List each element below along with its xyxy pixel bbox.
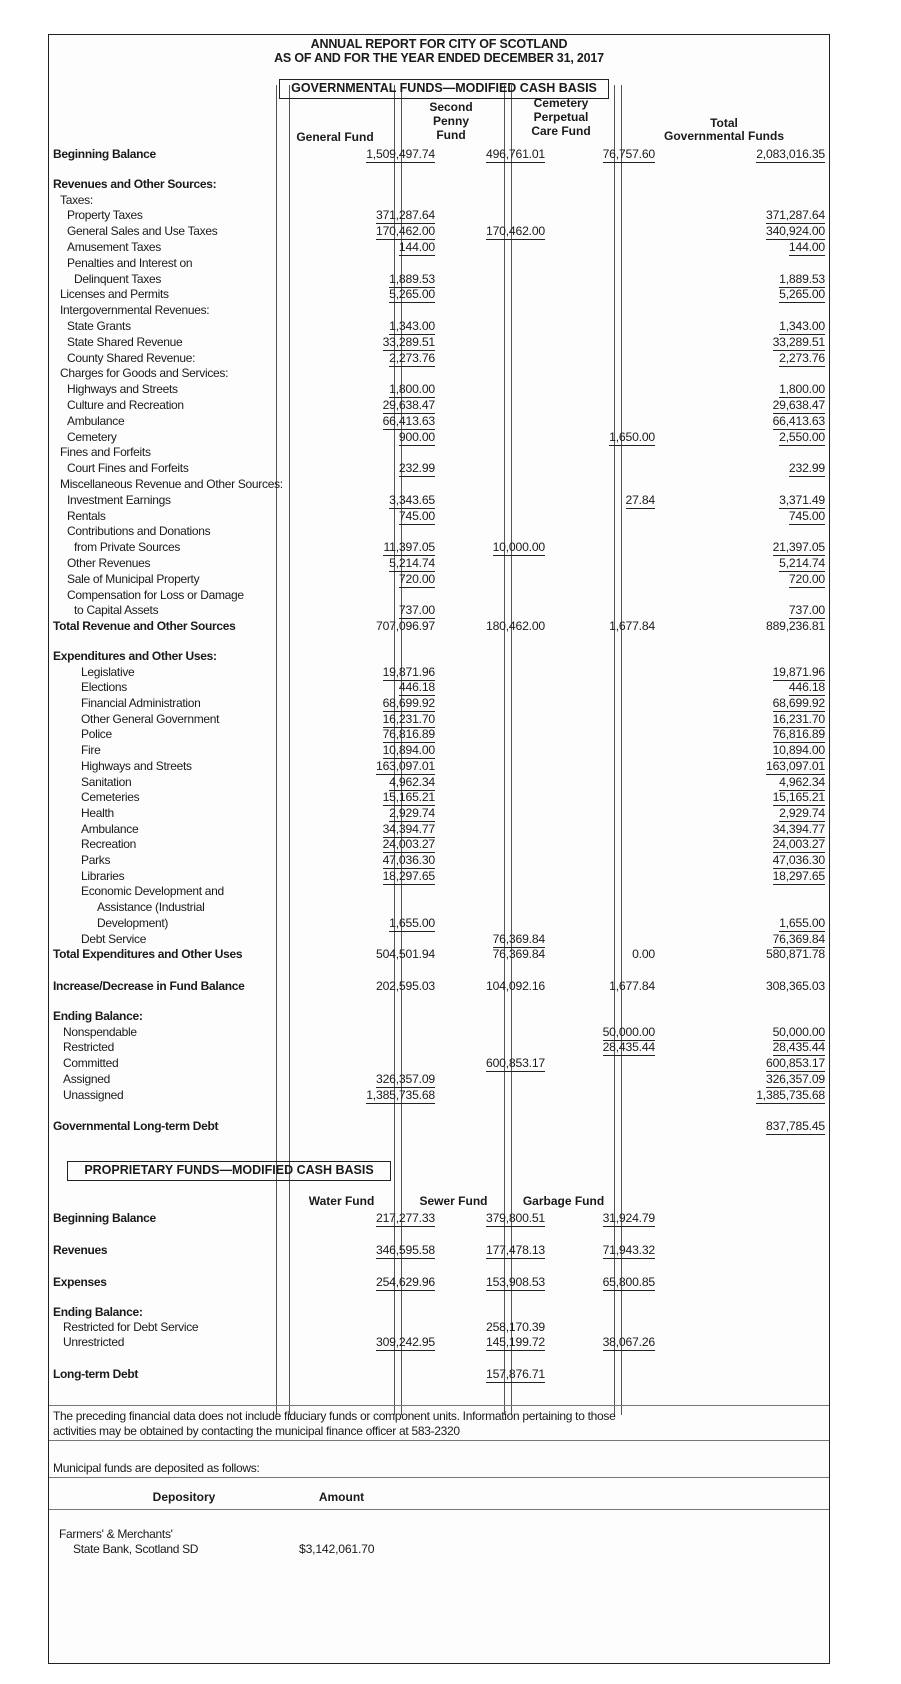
note-line-2: activities may be obtained by contacting the municipal finance officer at 583-2320 <box>53 1424 460 1438</box>
revenue-value-c4: 1,343.00 <box>779 318 825 333</box>
revenue-value-c4: 2,550.00 <box>779 429 825 444</box>
revenue-value-c4: 5,214.74 <box>779 555 825 570</box>
prop-revenues-value-c3: 71,943.32 <box>602 1243 655 1257</box>
revenue-value-c3: 1,650.00 <box>609 429 655 444</box>
prop-restricted-row <box>49 1320 829 1335</box>
divider <box>49 1405 829 1406</box>
governmental-funds-heading: GOVERNMENTAL FUNDS—MODIFIED CASH BASIS <box>279 79 609 99</box>
revenue-value-c4: 340,924.00 <box>766 224 825 239</box>
total-expenditures-value-c1: 504,501.94 <box>376 947 435 962</box>
expenditure-label: Economic Development and <box>81 884 224 899</box>
revenue-value-c4: 29,638.47 <box>772 397 825 412</box>
revenue-row <box>49 319 829 334</box>
beginning-balance-value-c2: 496,761.01 <box>486 147 545 161</box>
prop-unrestricted-row <box>49 1335 829 1350</box>
ending-label: Committed <box>63 1056 119 1071</box>
expenditure-row <box>49 900 829 915</box>
revenue-value-c1: 1,343.00 <box>389 318 435 333</box>
ending-value-c3: 50,000.00 <box>602 1024 655 1039</box>
expenditure-value-c4: 34,394.77 <box>772 821 825 836</box>
divider <box>49 1509 829 1510</box>
expenditure-value-c4: 47,036.30 <box>772 853 825 867</box>
revenue-value-c1: 5,265.00 <box>389 287 435 302</box>
revenue-value-c4: 232.99 <box>788 461 825 476</box>
revenue-value-c1: 3,343.65 <box>389 492 435 507</box>
expenditure-label: Assistance (Industrial <box>97 900 205 915</box>
expenditure-value-c4: 16,231.70 <box>772 711 825 726</box>
revenue-row <box>49 272 829 287</box>
revenue-row <box>49 540 829 555</box>
ending-value-c3: 28,435.44 <box>602 1040 655 1055</box>
expenditure-value-c4: 2,929.74 <box>779 805 825 820</box>
expenditure-value-c1: 18,297.65 <box>382 868 435 883</box>
prop-revenues-row <box>49 1243 829 1258</box>
revenue-label: General Sales and Use Taxes <box>67 224 218 239</box>
revenue-value-c4: 21,397.05 <box>772 540 825 555</box>
revenue-value-c2: 170,462.00 <box>486 224 545 239</box>
revenue-value-c1: 29,638.47 <box>382 397 435 412</box>
expenditure-value-c1: 446.18 <box>398 680 435 695</box>
expenditure-value-c4: 19,871.96 <box>772 664 825 679</box>
expenditure-value-c1: 4,962.34 <box>389 774 435 789</box>
ending-value-c4: 50,000.00 <box>772 1024 825 1039</box>
ending-value-c4: 28,435.44 <box>772 1040 825 1055</box>
expenditure-value-c4: 4,962.34 <box>779 774 825 789</box>
expenditure-value-c1: 76,816.89 <box>382 727 435 742</box>
revenue-value-c1: 1,889.53 <box>389 271 435 286</box>
expenditure-label: Police <box>81 727 112 742</box>
increase-decrease-row <box>49 979 829 994</box>
expenditure-label: Fire <box>81 743 101 758</box>
expenditure-value-c4: 163,097.01 <box>766 758 825 773</box>
revenue-label: Miscellaneous Revenue and Other Sources: <box>60 476 283 491</box>
revenue-label: Delinquent Taxes <box>74 271 162 286</box>
revenue-value-c4: 5,265.00 <box>779 287 825 302</box>
revenue-row <box>49 256 829 271</box>
expenditure-row <box>49 916 829 931</box>
revenue-label: Cemetery <box>67 429 117 444</box>
expenditure-value-c1: 34,394.77 <box>382 821 435 836</box>
expenditure-row <box>49 727 829 742</box>
expenditure-row <box>49 696 829 711</box>
expenditure-row <box>49 837 829 852</box>
expenditure-label: Recreation <box>81 837 137 852</box>
header-cemetery-2: Perpetual <box>533 110 589 124</box>
prop-revenues-value-c2: 177,478.13 <box>486 1243 545 1257</box>
expenditure-label: Debt Service <box>81 931 147 946</box>
revenue-label: Highways and Streets <box>67 382 178 397</box>
revenue-value-c4: 1,800.00 <box>779 382 825 397</box>
prop-long-term-debt-row <box>49 1367 829 1382</box>
prop-expenses-value-c1: 254,629.96 <box>376 1275 435 1289</box>
revenue-value-c4: 144.00 <box>788 239 825 254</box>
revenue-label: Contributions and Donations <box>67 524 211 539</box>
revenue-label: State Grants <box>67 318 131 333</box>
expenditure-value-c1: 10,894.00 <box>382 743 435 758</box>
revenue-label: Intergovernmental Revenues: <box>60 303 210 318</box>
revenue-row <box>49 509 829 524</box>
prop-ending-header-row <box>49 1305 829 1320</box>
revenue-label: from Private Sources <box>74 540 181 555</box>
revenue-row <box>49 366 829 381</box>
revenue-label: State Shared Revenue <box>67 334 183 349</box>
expenditure-value-c1: 19,871.96 <box>382 664 435 679</box>
prop-beginning-value-c2: 379,800.51 <box>486 1211 545 1225</box>
expenditure-row <box>49 853 829 868</box>
expenditure-label: Legislative <box>81 664 135 679</box>
expenditure-value-c4: 76,816.89 <box>772 727 825 742</box>
expenditure-value-c4: 15,165.21 <box>772 790 825 805</box>
expenditure-value-c1: 68,699.92 <box>382 696 435 710</box>
prop-beginning-value-c1: 217,277.33 <box>376 1211 435 1225</box>
gov-long-term-debt-row <box>49 1119 829 1134</box>
increase-decrease-value-c2: 104,092.16 <box>486 979 545 994</box>
revenue-row <box>49 524 829 539</box>
revenue-value-c1: 720.00 <box>398 571 435 586</box>
expenditure-value-c1: 163,097.01 <box>376 758 435 773</box>
ending-row <box>49 1025 829 1040</box>
revenue-label: Culture and Recreation <box>67 397 184 412</box>
increase-decrease-value-c3: 1,677.84 <box>609 979 655 994</box>
expenditure-value-c1: 16,231.70 <box>382 711 435 726</box>
total-expenditures-value-c3: 0.00 <box>632 947 655 962</box>
prop-unrestricted-value-c3: 38,067.26 <box>602 1335 655 1349</box>
revenue-label: Investment Earnings <box>67 492 171 507</box>
ending-value-c2: 600,853.17 <box>486 1056 545 1071</box>
revenue-value-c1: 170,462.00 <box>376 224 435 239</box>
revenue-row <box>49 603 829 618</box>
prop-ending-header-label: Ending Balance: <box>53 1305 143 1319</box>
ending-label: Unassigned <box>63 1087 124 1102</box>
ending-label: Assigned <box>63 1071 110 1086</box>
expenditure-label: Sanitation <box>81 774 132 789</box>
expenditure-value-c1: 2,929.74 <box>389 805 435 820</box>
prop-restricted-value-c2: 258,170.39 <box>486 1320 545 1334</box>
expenditure-value-c4: 1,655.00 <box>779 915 825 930</box>
prop-beginning-row <box>49 1211 829 1226</box>
total-expenditures-value-c2: 76,369.84 <box>492 947 545 962</box>
expenditure-value-c1: 1,655.00 <box>389 915 435 930</box>
header-sewer-fund: Sewer Fund <box>419 1194 488 1208</box>
report-subtitle: AS OF AND FOR THE YEAR ENDED DECEMBER 31, 2017 <box>274 51 604 65</box>
beginning-balance-value-c1: 1,509,497.74 <box>366 147 435 161</box>
revenue-row <box>49 351 829 366</box>
expenditure-value-c4: 18,297.65 <box>772 868 825 883</box>
ending-row <box>49 1072 829 1087</box>
ending-row <box>49 1040 829 1055</box>
revenue-label: Taxes: <box>60 192 93 207</box>
revenue-label: Charges for Goods and Services: <box>60 366 229 381</box>
revenue-row <box>49 398 829 413</box>
ending-value-c1: 1,385,735.68 <box>366 1087 435 1102</box>
revenue-row <box>49 240 829 255</box>
expenditure-row <box>49 775 829 790</box>
revenues-header-row <box>49 177 829 192</box>
ending-value-c4: 1,385,735.68 <box>756 1087 825 1102</box>
ending-value-c4: 326,357.09 <box>766 1071 825 1086</box>
expenditure-row <box>49 806 829 821</box>
total-revenue-value-c1: 707,096.97 <box>376 619 435 634</box>
revenue-row <box>49 445 829 460</box>
prop-unrestricted-label: Unrestricted <box>63 1335 125 1349</box>
revenue-value-c1: 5,214.74 <box>389 555 435 570</box>
total-expenditures-row <box>49 947 829 962</box>
total-revenue-value-c3: 1,677.84 <box>609 619 655 634</box>
expenditure-row <box>49 884 829 899</box>
expenditure-row <box>49 712 829 727</box>
revenue-row <box>49 224 829 239</box>
expenditure-label: Development) <box>97 915 169 930</box>
ending-value-c1: 326,357.09 <box>376 1071 435 1086</box>
divider <box>49 1440 829 1441</box>
ending-label: Restricted <box>63 1040 115 1055</box>
prop-expenses-label: Expenses <box>53 1275 107 1289</box>
expenditure-row <box>49 743 829 758</box>
header-cemetery-1: Cemetery <box>533 96 589 110</box>
increase-decrease-label: Increase/Decrease in Fund Balance <box>53 979 245 994</box>
revenue-value-c4: 2,273.76 <box>779 350 825 365</box>
revenue-row <box>49 493 829 508</box>
revenue-label: Sale of Municipal Property <box>67 571 200 586</box>
revenue-row <box>49 572 829 587</box>
revenue-row <box>49 208 829 223</box>
expenditure-row <box>49 790 829 805</box>
revenue-row <box>49 287 829 302</box>
revenue-value-c1: 900.00 <box>398 429 435 444</box>
prop-long-term-debt-value-c2: 157,876.71 <box>486 1367 545 1381</box>
revenue-row <box>49 477 829 492</box>
total-revenue-value-c4: 889,236.81 <box>766 619 825 634</box>
report-sheet <box>48 34 830 1664</box>
expenditure-row <box>49 869 829 884</box>
proprietary-funds-heading: PROPRIETARY FUNDS—MODIFIED CASH BASIS <box>67 1161 391 1181</box>
header-cemetery-3: Care Fund <box>531 124 591 138</box>
header-total-2: Governmental Funds <box>663 129 785 143</box>
revenue-value-c1: 737.00 <box>398 603 435 618</box>
expenditures-header-label: Expenditures and Other Uses: <box>53 649 217 664</box>
expenditure-label: Ambulance <box>81 821 139 836</box>
ending-header-row <box>49 1009 829 1024</box>
revenue-label: to Capital Assets <box>74 603 159 618</box>
prop-beginning-label: Beginning Balance <box>53 1211 156 1225</box>
revenue-value-c4: 1,889.53 <box>779 271 825 286</box>
revenue-label: Ambulance <box>67 413 125 428</box>
increase-decrease-value-c4: 308,365.03 <box>766 979 825 994</box>
revenue-value-c1: 371,287.64 <box>376 208 435 223</box>
prop-expenses-row <box>49 1275 829 1290</box>
expenditure-value-c4: 76,369.84 <box>772 931 825 946</box>
header-general-fund: General Fund <box>296 130 374 144</box>
revenue-label: Court Fines and Forfeits <box>67 461 189 476</box>
depository-header: Depository <box>152 1490 216 1504</box>
expenditure-label: Financial Administration <box>81 696 201 710</box>
header-second-penny-3: Fund <box>436 128 466 142</box>
expenditure-row <box>49 822 829 837</box>
depository-amount: $3,142,061.70 <box>299 1542 375 1556</box>
beginning-balance-label: Beginning Balance <box>53 147 156 161</box>
revenue-row <box>49 335 829 350</box>
expenditure-label: Other General Government <box>81 711 220 726</box>
revenue-label: Rentals <box>67 508 106 523</box>
revenue-label: County Shared Revenue: <box>67 350 196 365</box>
prop-revenues-value-c1: 346,595.58 <box>376 1243 435 1257</box>
ending-label: Nonspendable <box>63 1024 137 1039</box>
deposit-intro: Municipal funds are deposited as follows: <box>53 1461 260 1475</box>
expenditure-value-c2: 76,369.84 <box>492 931 545 946</box>
revenue-label: Other Revenues <box>67 555 151 570</box>
total-revenue-value-c2: 180,462.00 <box>486 619 545 634</box>
header-total-1: Total <box>710 116 738 130</box>
revenue-row <box>49 588 829 603</box>
beginning-balance-value-c4: 2,083,016.35 <box>756 147 825 161</box>
expenditure-row <box>49 665 829 680</box>
revenue-value-c1: 232.99 <box>398 461 435 476</box>
revenue-value-c1: 144.00 <box>398 239 435 254</box>
prop-unrestricted-value-c2: 145,199.72 <box>486 1335 545 1349</box>
prop-unrestricted-value-c1: 309,242.95 <box>376 1335 435 1349</box>
header-garbage-fund: Garbage Fund <box>522 1194 605 1208</box>
amount-header: Amount <box>318 1490 365 1504</box>
expenditure-value-c4: 10,894.00 <box>772 743 825 758</box>
revenue-value-c4: 66,413.63 <box>772 413 825 428</box>
revenue-row <box>49 193 829 208</box>
beginning-balance-value-c3: 76,757.60 <box>602 147 655 161</box>
prop-expenses-value-c3: 65,800.85 <box>602 1275 655 1289</box>
expenditure-row <box>49 759 829 774</box>
revenue-row <box>49 430 829 445</box>
expenditure-value-c1: 47,036.30 <box>382 853 435 867</box>
revenue-row <box>49 382 829 397</box>
expenditure-label: Health <box>81 805 114 820</box>
expenditure-label: Parks <box>81 853 111 867</box>
total-revenue-label: Total Revenue and Other Sources <box>53 619 236 634</box>
total-expenditures-value-c4: 580,871.78 <box>766 947 825 962</box>
increase-decrease-value-c1: 202,595.03 <box>376 979 435 994</box>
ending-header-label: Ending Balance: <box>53 1009 143 1024</box>
expenditure-label: Libraries <box>81 868 125 883</box>
revenue-value-c1: 33,289.51 <box>382 334 435 349</box>
gov-long-term-debt-value-c4: 837,785.45 <box>766 1119 825 1134</box>
revenues-header-label: Revenues and Other Sources: <box>53 177 217 191</box>
prop-revenues-label: Revenues <box>53 1243 108 1257</box>
expenditure-value-c4: 24,003.27 <box>772 837 825 852</box>
expenditure-label: Highways and Streets <box>81 758 192 773</box>
prop-beginning-value-c3: 31,924.79 <box>602 1211 655 1225</box>
revenue-label: Compensation for Loss or Damage <box>67 587 244 602</box>
report-title: ANNUAL REPORT FOR CITY OF SCOTLAND <box>310 37 568 51</box>
revenue-value-c1: 1,800.00 <box>389 382 435 397</box>
revenue-value-c3: 27.84 <box>625 492 655 507</box>
revenue-value-c4: 737.00 <box>788 603 825 618</box>
header-second-penny-2: Penny <box>432 114 469 128</box>
expenditure-label: Elections <box>81 680 127 695</box>
revenue-value-c1: 11,397.05 <box>383 540 435 555</box>
revenue-label: Licenses and Permits <box>60 287 169 302</box>
expenditure-row <box>49 932 829 947</box>
ending-row <box>49 1056 829 1071</box>
prop-long-term-debt-label: Long-term Debt <box>53 1367 139 1381</box>
revenue-label: Fines and Forfeits <box>60 445 151 460</box>
revenue-label: Penalties and Interest on <box>67 255 193 270</box>
expenditures-header-row <box>49 649 829 664</box>
revenue-value-c1: 2,273.76 <box>389 350 435 365</box>
revenue-value-c4: 745.00 <box>788 508 825 523</box>
revenue-row <box>49 414 829 429</box>
expenditure-value-c4: 446.18 <box>788 680 825 695</box>
revenue-value-c1: 745.00 <box>398 508 435 523</box>
total-expenditures-label: Total Expenditures and Other Uses <box>53 947 243 962</box>
header-water-fund: Water Fund <box>308 1194 375 1208</box>
prop-restricted-label: Restricted for Debt Service <box>63 1320 199 1334</box>
expenditure-value-c1: 15,165.21 <box>382 790 435 805</box>
beginning-balance-row <box>49 147 829 162</box>
gov-long-term-debt-label: Governmental Long-term Debt <box>53 1119 219 1134</box>
prop-expenses-value-c2: 153,908.53 <box>486 1275 545 1289</box>
revenue-value-c2: 10,000.00 <box>492 540 545 555</box>
revenue-row <box>49 556 829 571</box>
revenue-value-c4: 3,371.49 <box>779 492 825 507</box>
ending-value-c4: 600,853.17 <box>766 1056 825 1071</box>
note-line-1: The preceding financial data does not include fiduciary funds or component units. Information pertaining to those <box>53 1409 616 1423</box>
expenditure-value-c4: 68,699.92 <box>772 696 825 710</box>
depository-name-1: Farmers' & Merchants' <box>59 1527 173 1541</box>
expenditure-row <box>49 680 829 695</box>
header-second-penny-1: Second <box>429 100 473 114</box>
revenue-value-c1: 66,413.63 <box>382 413 435 428</box>
depository-name-2: State Bank, Scotland SD <box>73 1542 199 1556</box>
revenue-value-c4: 33,289.51 <box>772 334 825 349</box>
revenue-value-c4: 371,287.64 <box>766 208 825 223</box>
revenue-value-c4: 720.00 <box>788 571 825 586</box>
divider <box>49 1477 829 1478</box>
revenue-label: Amusement Taxes <box>67 239 161 254</box>
revenue-label: Property Taxes <box>67 208 143 223</box>
expenditure-value-c1: 24,003.27 <box>382 837 435 852</box>
revenue-row <box>49 461 829 476</box>
revenue-row <box>49 303 829 318</box>
expenditure-label: Cemeteries <box>81 790 140 805</box>
total-revenue-row <box>49 619 829 634</box>
ending-row <box>49 1088 829 1103</box>
